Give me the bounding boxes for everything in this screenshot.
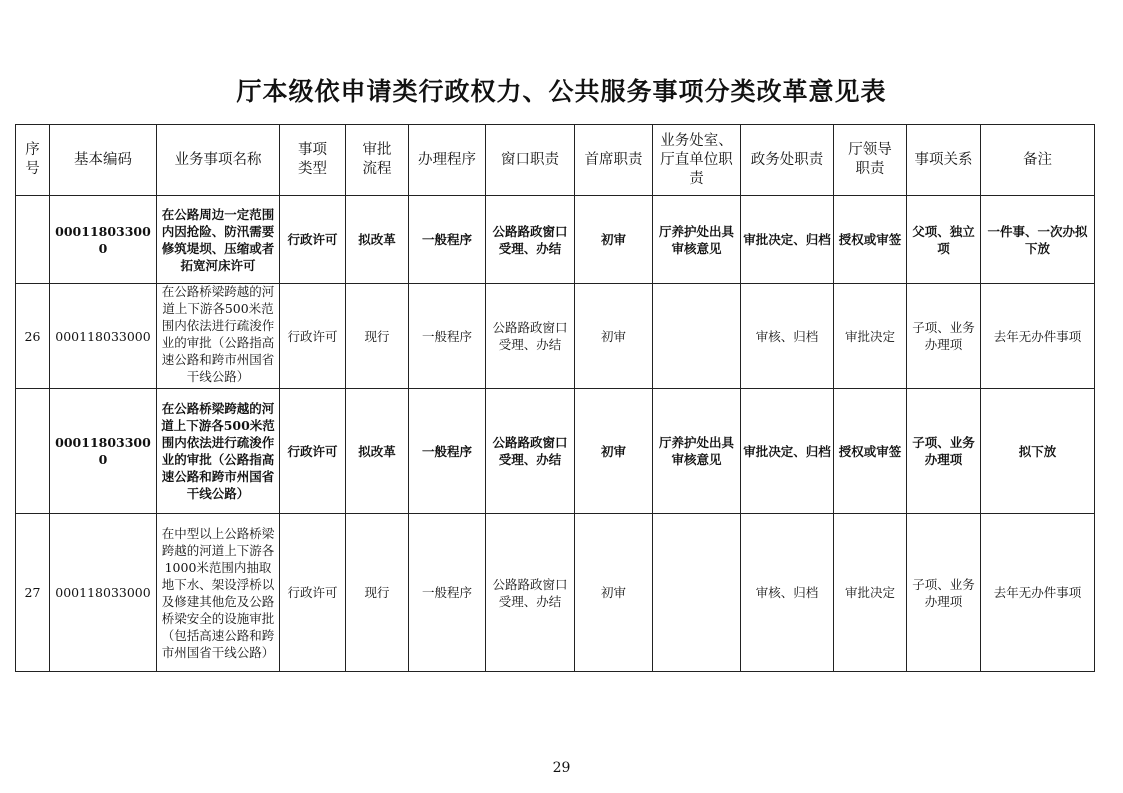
cell-seq: 27 xyxy=(16,514,50,672)
reform-table xyxy=(15,124,1095,672)
header-window: 窗口职责 xyxy=(486,125,575,196)
table-row xyxy=(16,514,1095,672)
cell-chief: 初审 xyxy=(575,196,653,284)
cell-chief: 初审 xyxy=(575,389,653,514)
cell-procedure: 一般程序 xyxy=(409,196,486,284)
cell-code: 000118033000 xyxy=(50,284,157,389)
cell-gov: 审核、归档 xyxy=(741,284,834,389)
cell-division: 厅养护处出具审核意见 xyxy=(653,196,741,284)
cell-type: 行政许可 xyxy=(280,514,346,672)
cell-name xyxy=(157,196,280,284)
table-row xyxy=(16,196,1095,284)
cell-chief: 初审 xyxy=(575,284,653,389)
cell-name-text: 在公路桥梁跨越的河道上下游各500米范围内依法进行疏浚作业的审批（公路指高速公路和跨市州国省干线公路） xyxy=(161,284,275,383)
header-flow: 审批流程 xyxy=(346,125,409,196)
cell-relation: 子项、业务办理项 xyxy=(907,389,981,514)
cell-leader: 审批决定 xyxy=(834,514,907,672)
header-procedure: 办理程序 xyxy=(409,125,486,196)
cell-division: 厅养护处出具审核意见 xyxy=(653,389,741,514)
cell-name: 在中型以上公路桥梁跨越的河道上下游各1000米范围内抽取地下水、架设浮桥以及修建其他危及公路桥梁安全的设施审批（包括高速公路和跨市州国省干线公路） xyxy=(157,514,280,672)
cell-flow: 拟改革 xyxy=(346,389,409,514)
header-chief: 首席职责 xyxy=(575,125,653,196)
cell-procedure: 一般程序 xyxy=(409,389,486,514)
cell-name-text: 在公路周边一定范围内因抢险、防汛需要修筑堤坝、压缩或者拓宽河床许可 xyxy=(161,206,275,273)
cell-type: 行政许可 xyxy=(280,284,346,389)
header-name: 业务事项名称 xyxy=(157,125,280,196)
table-row xyxy=(16,284,1095,389)
header-row xyxy=(16,125,1095,196)
header-code: 基本编码 xyxy=(50,125,157,196)
cell-window: 公路路政窗口受理、办结 xyxy=(486,196,575,284)
header-relation: 事项关系 xyxy=(907,125,981,196)
cell-leader: 授权或审签 xyxy=(834,196,907,284)
header-division: 业务处室、厅直单位职责 xyxy=(653,125,741,196)
cell-remark: 去年无办件事项 xyxy=(981,284,1095,389)
cell-relation: 子项、业务办理项 xyxy=(907,284,981,389)
cell-remark: 一件事、一次办拟下放 xyxy=(981,196,1095,284)
cell-remark: 去年无办件事项 xyxy=(981,514,1095,672)
cell-relation: 子项、业务办理项 xyxy=(907,514,981,672)
cell-division xyxy=(653,514,741,672)
cell-type: 行政许可 xyxy=(280,196,346,284)
page-number: 29 xyxy=(552,760,571,776)
cell-flow: 拟改革 xyxy=(346,196,409,284)
header-type: 事项类型 xyxy=(280,125,346,196)
cell-window: 公路路政窗口受理、办结 xyxy=(486,284,575,389)
cell-gov: 审批决定、归档 xyxy=(741,389,834,514)
cell-seq xyxy=(16,196,50,284)
cell-name: 在公路桥梁跨越的河道上下游各500米范围内依法进行疏浚作业的审批（公路指高速公路和跨市州国省干线公路） xyxy=(157,389,280,514)
cell-flow: 现行 xyxy=(346,284,409,389)
table-row xyxy=(16,389,1095,514)
cell-type: 行政许可 xyxy=(280,389,346,514)
cell-gov: 审核、归档 xyxy=(741,514,834,672)
cell-remark: 拟下放 xyxy=(981,389,1095,514)
cell-leader: 授权或审签 xyxy=(834,389,907,514)
cell-chief: 初审 xyxy=(575,514,653,672)
cell-flow: 现行 xyxy=(346,514,409,672)
header-gov: 政务处职责 xyxy=(741,125,834,196)
cell-window: 公路路政窗口受理、办结 xyxy=(486,389,575,514)
cell-code: 000118033000 xyxy=(50,196,157,284)
cell-code: 000118033000 xyxy=(50,514,157,672)
cell-gov: 审批决定、归档 xyxy=(741,196,834,284)
cell-procedure: 一般程序 xyxy=(409,284,486,389)
cell-procedure: 一般程序 xyxy=(409,514,486,672)
header-leader: 厅领导职责 xyxy=(834,125,907,196)
cell-leader: 审批决定 xyxy=(834,284,907,389)
cell-seq: 26 xyxy=(16,284,50,389)
page-title: 厅本级依申请类行政权力、公共服务事项分类改革意见表 xyxy=(236,77,887,106)
cell-seq xyxy=(16,389,50,514)
header-seq: 序号 xyxy=(16,125,50,196)
cell-relation: 父项、独立项 xyxy=(907,196,981,284)
header-remark: 备注 xyxy=(981,125,1095,196)
cell-division xyxy=(653,284,741,389)
cell-name xyxy=(157,284,280,389)
cell-code: 000118033000 xyxy=(50,389,157,514)
cell-window: 公路路政窗口受理、办结 xyxy=(486,514,575,672)
